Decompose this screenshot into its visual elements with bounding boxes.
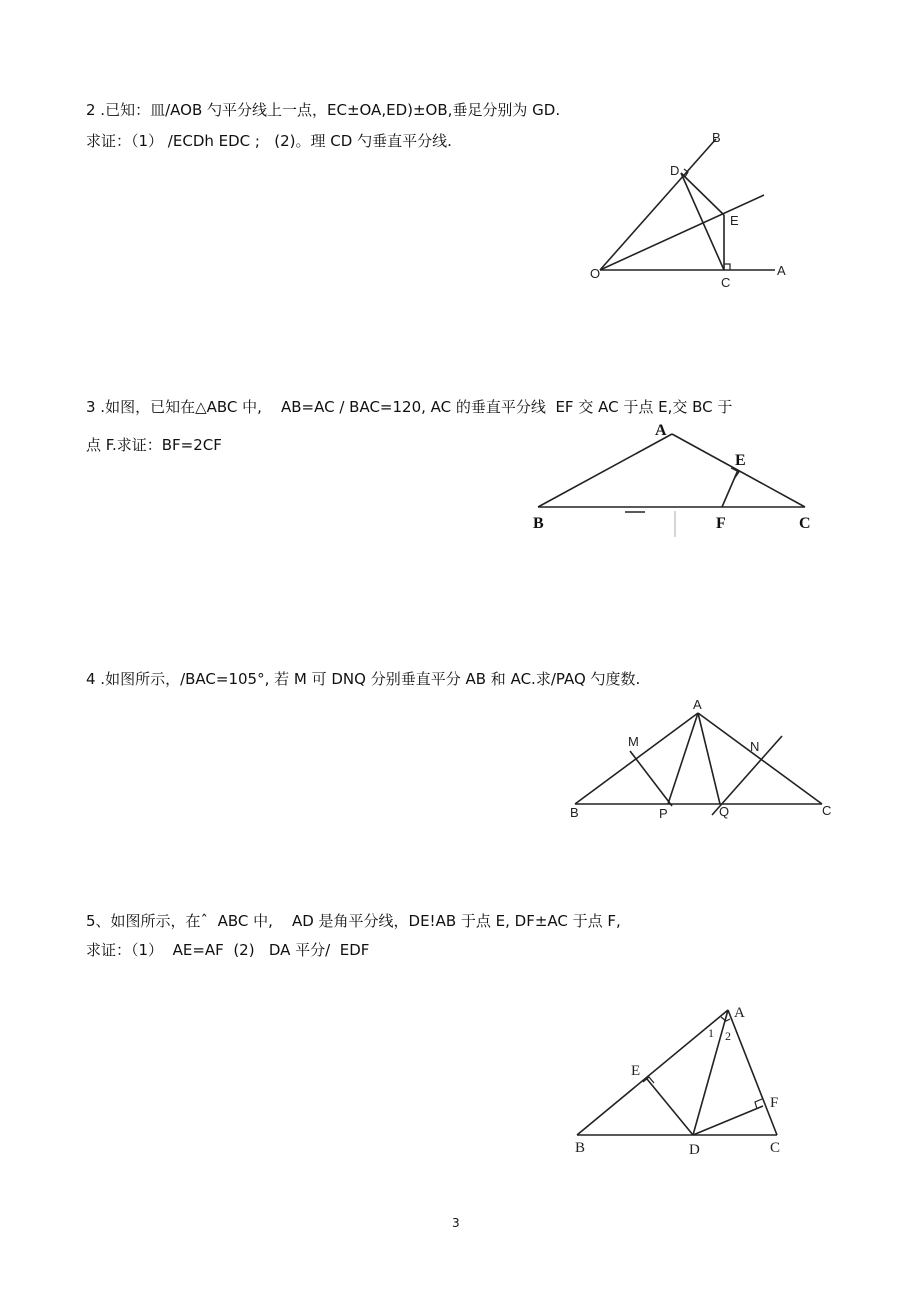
label-c: C xyxy=(721,275,731,290)
problem-3-line-1: 3 .如图，已知在△ABC 中, AB=AC / BAC=120, AC 的垂直平分线 EF 交 AC 于点 E,交 BC 于 xyxy=(86,398,733,416)
ray-ob xyxy=(600,139,716,270)
label-c: C xyxy=(770,1140,781,1156)
problem-3-figure xyxy=(525,415,825,540)
side-ac xyxy=(728,1010,777,1135)
label-a: A xyxy=(777,263,786,278)
label-a: A xyxy=(655,422,667,439)
label-b: B xyxy=(533,515,544,532)
label-a: A xyxy=(693,697,702,712)
label-b: B xyxy=(712,130,721,145)
problem-2-line-1: 2 .已知：皿/AOB 勺平分线上一点，EC±OA,ED)±OB,垂足分别为 GD. xyxy=(86,101,561,119)
side-ab xyxy=(538,434,672,507)
label-d: D xyxy=(670,163,680,178)
perp-bisector-mp xyxy=(630,751,672,806)
problem-5-figure xyxy=(565,995,805,1165)
problem-2-line-2: 求证：（1） /ECDh EDC ; (2)。理 CD 勺垂直平分线. xyxy=(86,132,452,150)
label-c: C xyxy=(799,515,811,532)
label-d: D xyxy=(689,1142,700,1158)
segment-ap xyxy=(668,713,698,804)
label-angle-1: 1 xyxy=(708,1026,714,1040)
label-e: E xyxy=(730,213,739,228)
problem-3-line-2: 点 F.求证：BF=2CF xyxy=(86,436,222,454)
label-f: F xyxy=(770,1095,779,1111)
problem-4-line-1: 4 .如图所示，/BAC=105°, 若 M 可 DNQ 分别垂直平分 AB 和 AC.求/PAQ 勺度数. xyxy=(86,670,641,688)
side-ab xyxy=(577,1010,728,1135)
bisector-oe xyxy=(600,195,764,270)
label-f: F xyxy=(716,515,726,532)
label-o: O xyxy=(590,266,601,281)
problem-4-figure xyxy=(560,696,850,831)
right-angle-c xyxy=(724,264,730,270)
problem-5-line-1: 5、如图所示，在ˆ ABC 中, AD 是角平分线，DE!AB 于点 E, DF±AC 于点 F, xyxy=(86,912,621,930)
label-b: B xyxy=(575,1140,586,1156)
label-m: M xyxy=(628,734,639,749)
problem-5-line-2: 求证：（1） AE=AF (2) DA 平分/ EDF xyxy=(86,941,370,959)
label-p: P xyxy=(659,806,668,821)
label-e: E xyxy=(735,452,746,469)
label-angle-2: 2 xyxy=(725,1029,731,1043)
perp-de xyxy=(647,1079,693,1135)
problem-2-figure xyxy=(580,120,810,300)
label-n: N xyxy=(750,739,760,754)
label-a: A xyxy=(734,1005,745,1021)
segment-dc xyxy=(681,173,724,270)
perp-df xyxy=(693,1106,763,1135)
perp-bisector-ef xyxy=(722,470,738,507)
label-e: E xyxy=(631,1063,641,1079)
label-c: C xyxy=(822,803,832,818)
label-b: B xyxy=(570,805,579,820)
segment-de xyxy=(681,173,724,215)
label-q: Q xyxy=(719,804,730,819)
page-number: 3 xyxy=(452,1216,460,1230)
